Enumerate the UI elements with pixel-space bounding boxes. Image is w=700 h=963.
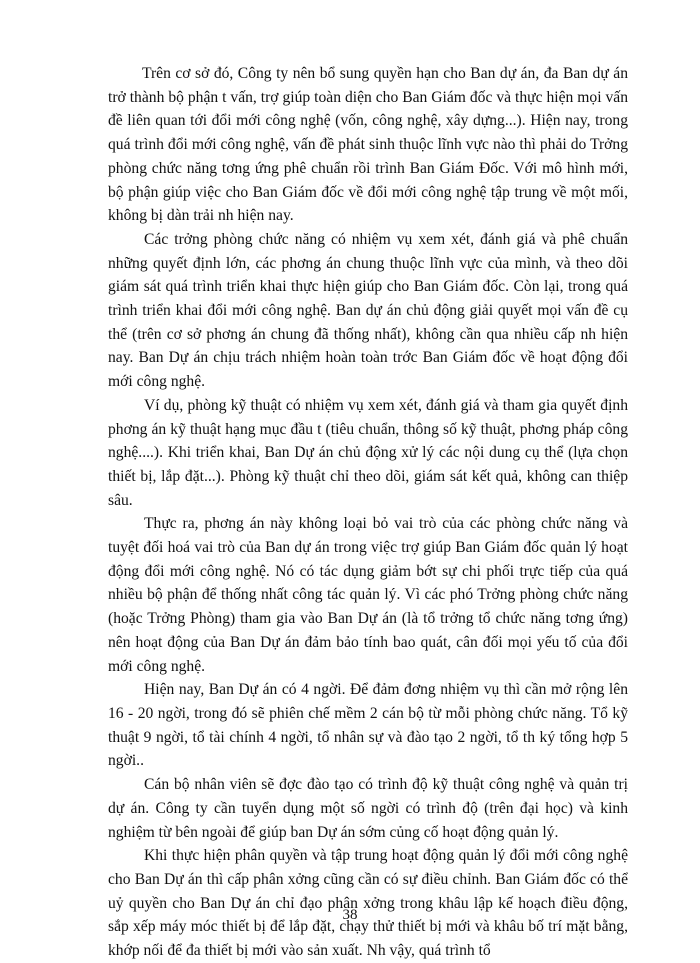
- paragraph-2: Các trởng phòng chức năng có nhiệm vụ xem xét, đánh giá và phê chuẩn những quyết định lớn, các phơng án chung thuộc lĩnh vực của mình, và theo dõi giám sát quá trình triển khai thực hiện giúp cho Ban Giám đốc. Còn lại, trong quá trình triển khai đổi mới công nghệ. Ban dự án chủ động giải quyết mọi vấn đề cụ thể (trên cơ sở phơng án chung đã thống nhất), không cần qua nhiều cấp nh hiện nay. Ban Dự án chịu trách nhiệm hoàn toàn trớc Ban Giám đốc về hoạt động đổi mới công nghệ.: [108, 230, 628, 391]
- document-body: [108, 62, 628, 963]
- paragraph-4: Thực ra, phơng án này không loại bỏ vai trò của các phòng chức năng và tuyệt đối hoá vai trò của Ban dự án trong việc trợ giúp Ban Giám đốc quản lý hoạt động đổi mới công nghệ. Nó có tác dụng giảm bớt sự chi phối trực tiếp của quá nhiều bộ phận để thống nhất công tác quản lý. Vì các phó Trởng phòng chức năng (hoặc Trởng Phòng) tham gia vào Ban Dự án (là tổ trởng tổ chức năng tơng ứng) nên hoạt động của Ban Dự án đảm bảo tính bao quát, cân đối mọi yếu tố của đổi mới công nghệ.: [108, 515, 628, 675]
- paragraph-3: Ví dụ, phòng kỹ thuật có nhiệm vụ xem xét, đánh giá và tham gia quyết định phơng án kỹ thuật hạng mục đầu t (tiêu chuẩn, thông số kỹ thuật, phơng pháp công nghệ....). Khi triển khai, Ban Dự án chủ động xử lý các nội dung cụ thể (lựa chọn thiết bị, lắp đặt...). Phòng kỹ thuật chỉ theo dõi, giám sát kết quả, không can thiệp sâu.: [108, 396, 628, 509]
- paragraph-7: Khi thực hiện phân quyền và tập trung hoạt động quản lý đổi mới công nghệ cho Ban Dự án thì cấp phân xởng cũng cần có sự điều chỉnh. Ban Giám đốc có thể uỷ quyền cho Ban Dự án chỉ đạo phân xởng trong khâu lập kế hoạch điều động, sắp xếp máy móc thiết bị để lắp đặt, chạy thử thiết bị mới và khâu bố trí mặt bằng, khớp nối để đa thiết bị mới vào sản xuất. Nh vậy, quá trình tổ: [108, 847, 628, 960]
- page-number: 38: [342, 907, 358, 923]
- paragraph-6: Cán bộ nhân viên sẽ đợc đào tạo có trình độ kỹ thuật công nghệ và quản trị dự án. Công ty cần tuyển dụng một số ngời có trình độ (trên đại học) và kinh nghiệm từ bên ngoài để giúp ban Dự án sớm củng cố hoạt động quản lý.: [108, 776, 628, 841]
- paragraph-5: Hiện nay, Ban Dự án có 4 ngời. Để đảm đơng nhiệm vụ thì cần mở rộng lên 16 - 20 ngời, trong đó sẽ phiên chế mềm 2 cán bộ từ mỗi phòng chức năng. Tổ kỹ thuật 9 ngời, tổ tài chính 4 ngời, tổ nhân sự và đào tạo 2 ngời, tổ th ký tổng hợp 5 ngời..: [108, 681, 628, 770]
- paragraph-1: Trên cơ sở đó, Công ty nên bổ sung quyền hạn cho Ban dự án, đa Ban dự án trở thành bộ phận t vấn, trợ giúp toàn diện cho Ban Giám đốc và thực hiện mọi vấn đề liên quan tới đổi mới công nghệ (vốn, công nghệ, xây dựng...). Hiện nay, trong quá trình đổi mới công nghệ, vấn đề phát sinh thuộc lĩnh vực nào thì phải do Trởng phòng chức năng tơng ứng phê chuẩn rồi trình Ban Giám Đốc. Với mô hình mới, bộ phận giúp việc cho Ban Giám đốc về đổi mới công nghệ tập trung về một mối, không bị dàn trải nh hiện nay.: [108, 65, 628, 225]
